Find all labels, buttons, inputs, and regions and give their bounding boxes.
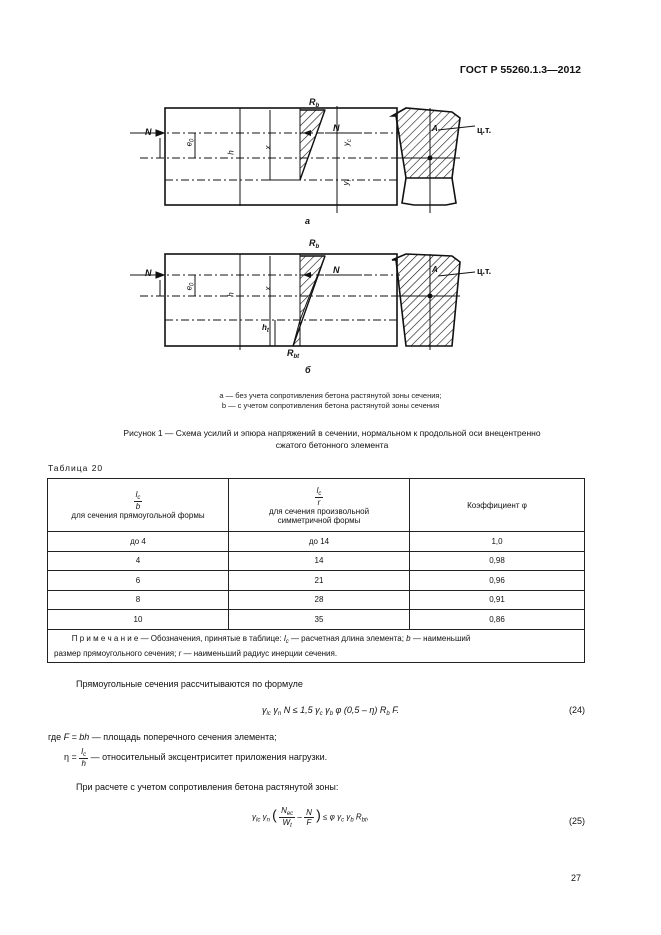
- header-col3: Коэффициент φ: [410, 479, 585, 532]
- label-h-a: h: [226, 150, 236, 155]
- table-label: Таблица 20: [48, 463, 104, 473]
- table-header-row: [48, 479, 585, 532]
- label-cg-b: ц.т.: [477, 266, 492, 276]
- table-row: до 4 до 14 1,0: [48, 532, 585, 552]
- header-col2: $\frac{l_c}{r}$ для сечения произвольной симметричной формы: [229, 479, 410, 532]
- label-A-b: A: [432, 265, 438, 274]
- label-a: а: [305, 216, 311, 226]
- label-n-left-a: N: [145, 127, 152, 137]
- label-rbt-b: $R_{bt}$: [287, 348, 300, 360]
- table-row: 10 35 0,86: [48, 610, 585, 630]
- label-h-b: h: [226, 292, 236, 297]
- label-x-b: x: [263, 286, 273, 291]
- formula-24: $\gamma_{lc}$ $\gamma_n$ N ≤ 1,5 $\gamma_c$ $\gamma_b$ φ (0,5 – η) $R_b$ F.: [262, 705, 400, 717]
- label-e0-b: $e_0$: [184, 282, 196, 291]
- diagram-a: [130, 106, 475, 213]
- page-number: 27: [570, 873, 581, 883]
- paragraph-2: При расчете с учетом сопротивления бетона растянутой зоны:: [76, 782, 339, 792]
- label-e0-a: $e_0$: [184, 138, 196, 147]
- table-note: П р и м е ч а н и е — Обозначения, принятые в таблице: $l_c$ — расчетная длина элемента; b — наименьший размер прямоугольного сечения; r — наименьший радиус инерции сечения.: [48, 629, 585, 662]
- label-ht-b: $h_t$: [262, 323, 269, 334]
- table-note-row: [48, 629, 585, 662]
- table-row: 6 21 0,96: [48, 571, 585, 591]
- table-row: 4 14 0,98: [48, 551, 585, 571]
- where-line: где F = bh — площадь поперечного сечения элемента;: [48, 732, 277, 742]
- diagram-b: [130, 254, 475, 350]
- label-rb-a: $R_b$: [309, 97, 320, 109]
- label-b: б: [305, 365, 311, 375]
- label-n-right-b: N: [333, 265, 340, 275]
- table-20: [47, 478, 585, 663]
- formula-25: $\gamma_{lc}$ $\gamma_n$ ( $\frac{N_{ec}}{W_t}$ – $\frac{N}{F}$ ) ≤ φ $\gamma_c$ $\gamma_b$ $R_{bt}$,: [252, 806, 369, 829]
- equation-number-25: (25): [568, 816, 585, 826]
- figure-legend-b: b — с учетом сопротивления бетона растянутой зоны сечения: [221, 401, 440, 410]
- label-rb-b: $R_b$: [309, 238, 320, 250]
- label-A-a: A: [432, 124, 438, 133]
- table-row: 8 28 0,91: [48, 590, 585, 610]
- document-header: ГОСТ Р 55260.1.3—2012: [459, 64, 581, 76]
- figure-caption: Рисунок 1 — Схема усилий и эпюра напряжений в сечении, нормальном к продольной оси внецентренно сжатого бетонного элемента: [123, 428, 541, 450]
- header-col1: $\frac{l_c}{b}$ для сечения прямоугольной формы: [48, 479, 229, 532]
- label-x-a: x: [263, 145, 273, 150]
- label-yt-a: $y_t$: [341, 179, 353, 186]
- equation-number-24: (24): [568, 705, 585, 715]
- label-cg-a: ц.т.: [477, 125, 492, 135]
- label-n-left-b: N: [145, 268, 152, 278]
- label-yc-a: $y_c$: [342, 139, 353, 146]
- paragraph-1: Прямоугольные сечения рассчитываются по формуле: [76, 679, 303, 689]
- label-n-right-a: N: [333, 123, 340, 133]
- eta-definition: η = $\frac{l_c}{h}$ — относительный эксцентриситет приложения нагрузки.: [64, 747, 328, 768]
- figure-legend-a: а — без учета сопротивления бетона растянутой зоны сечения;: [219, 391, 442, 400]
